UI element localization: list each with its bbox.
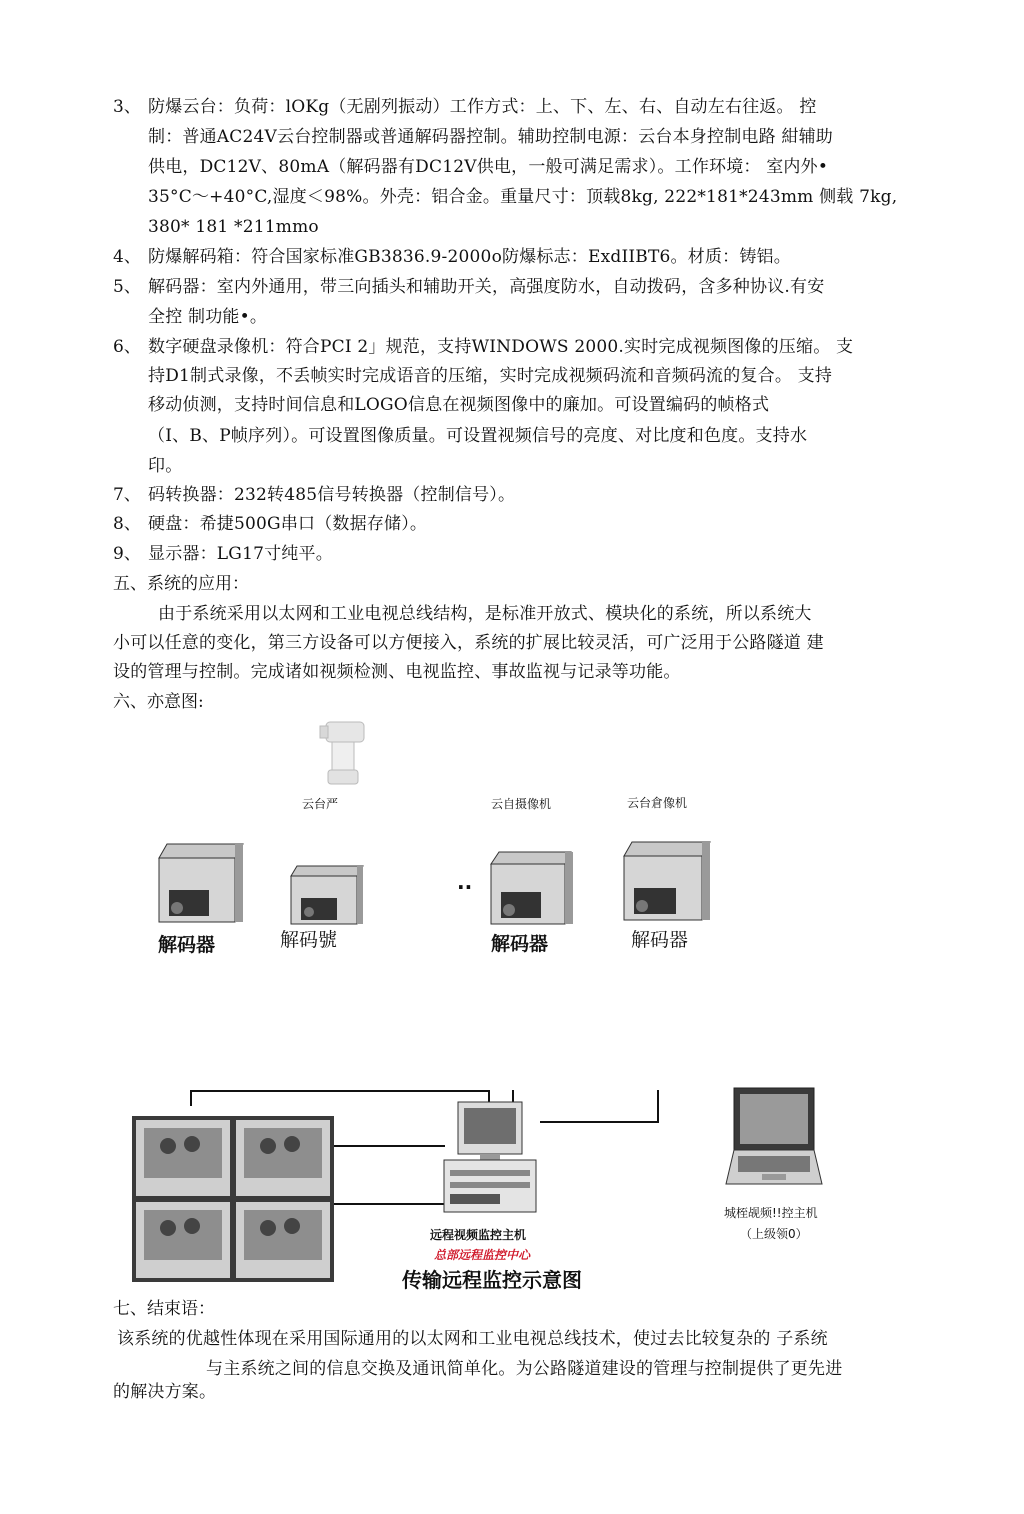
- item-text-line: 解码器：室内外通用，带三向插头和辅助开关，高强度防水，自动拨码，含多种协议.有安: [148, 277, 825, 297]
- paragraph-line: 的解决方案。: [113, 1382, 217, 1402]
- paragraph-line: 该系统的优越性体现在采用国际通用的以太网和工业电视总线技术，使过去比较复杂的 子系统: [117, 1329, 828, 1349]
- item-number: 3、: [113, 97, 141, 117]
- decoder-label: 解码器: [631, 929, 689, 951]
- monitoring-host-icon: [440, 1100, 540, 1218]
- camera-label: 云自摄像机: [491, 797, 552, 811]
- item-text-line: （I、B、P帧序列）。可设置图像质量。可设置视频信号的亮度、对比度和色度。支持水: [148, 426, 808, 446]
- diagram-title: 传输远程监控示意图: [402, 1268, 582, 1292]
- laptop-label: 城桎觇频!!控主机: [724, 1206, 818, 1220]
- item-number: 8、: [113, 514, 141, 534]
- item-text-line: 码转换器：232转485信号转换器（控制信号）。: [148, 485, 516, 505]
- decoder-label: 解码器: [491, 933, 549, 955]
- connection-line: [330, 1203, 445, 1205]
- connection-line: [330, 1145, 445, 1147]
- decoder-box-icon: [620, 838, 714, 928]
- item-text-line: 数字硬盘录像机：符合PCI 2」规范，支持WINDOWS 2000.实时完成视频图像的压缩。 支: [148, 337, 854, 357]
- paragraph-line: 由于系统采用以太网和工业电视总线结构，是标准开放式、模块化的系统，所以系统大: [158, 604, 812, 624]
- ellipsis-mark: ..: [457, 870, 473, 894]
- item-text-line: 显示器：LG17寸纯平。: [148, 544, 333, 564]
- paragraph-line: 小可以任意的变化，第三方设备可以方便接入，系统的扩展比较灵活，可广泛用于公路隧道 建: [113, 633, 824, 653]
- decoder-box-icon: [287, 862, 367, 928]
- item-number: 7、: [113, 485, 141, 505]
- laptop-sublabel: （上级领0）: [740, 1227, 808, 1241]
- item-number: 5、: [113, 277, 141, 297]
- camera-label: 云台严: [302, 797, 339, 811]
- item-text-line: 持D1制式录像，不丢帧实时完成语音的压缩，实时完成视频码流和音频码流的复合。 支持: [148, 366, 833, 386]
- item-number: 9、: [113, 544, 141, 564]
- item-number: 6、: [113, 337, 141, 357]
- item-text-line: 防爆云台：负荷：lOKg（无剧列振动）工作方式：上、下、左、右、自动左右往返。 控: [148, 97, 817, 117]
- item-text-line: 防爆解码箱：符合国家标准GB3836.9-2000o防爆标志：ExdIIBT6。材质：铸铝。: [148, 247, 791, 267]
- section-heading: 七、结束语：: [113, 1299, 215, 1319]
- item-text-line: 印。: [148, 456, 183, 476]
- decoder-box-icon: [155, 840, 247, 930]
- center-label: 总部远程监控中心: [434, 1248, 531, 1262]
- decoder-label: 解码號: [280, 929, 338, 951]
- item-text-line: 35°C～+40°C,湿度＜98%。外壳：铝合金。重量尺寸：顶载8kg, 222*181*243mm 侧载 7kg,: [148, 187, 898, 207]
- item-text-line: 380* 181 *211mmo: [148, 217, 319, 237]
- connection-line: [190, 1090, 192, 1106]
- paragraph-line: 与主系统之间的信息交换及通讯简单化。为公路隧道建设的管理与控制提供了更先进: [206, 1359, 843, 1379]
- section-heading: 五、系统的应用：: [113, 574, 249, 594]
- item-text-line: 供电，DC12V、80mA（解码器有DC12V供电，一般可满足需求）。工作环境： 室内外•: [148, 157, 829, 177]
- item-text-line: 制：普通AC24V云台控制器或普通解码器控制。辅助控制电源：云台本身控制电路 紺辅助: [148, 127, 833, 147]
- laptop-icon: [726, 1086, 822, 1192]
- item-number: 4、: [113, 247, 141, 267]
- ptz-camera-icon: [318, 720, 368, 792]
- connection-line: [540, 1121, 659, 1123]
- section-heading: 六、亦意图:: [113, 692, 204, 712]
- decoder-box-icon: [487, 848, 575, 930]
- connection-line: [657, 1090, 659, 1122]
- tv-wall-icon: [132, 1116, 334, 1282]
- item-text-line: 全控 制功能•。: [148, 307, 268, 327]
- paragraph-line: 设的管理与控制。完成诸如视频检测、电视监控、事故监视与记录等功能。: [113, 662, 681, 682]
- connection-line: [190, 1090, 490, 1092]
- item-text-line: 移动侦测，支持时间信息和LOGO信息在视频图像中的廉加。可设置编码的帧格式: [148, 395, 770, 415]
- host-label: 远程视频监控主机: [430, 1228, 527, 1242]
- camera-label: 云台倉像机: [627, 796, 688, 810]
- item-text-line: 硬盘：希捷500G串口（数据存储）。: [148, 514, 428, 534]
- decoder-label: 解码器: [158, 934, 216, 956]
